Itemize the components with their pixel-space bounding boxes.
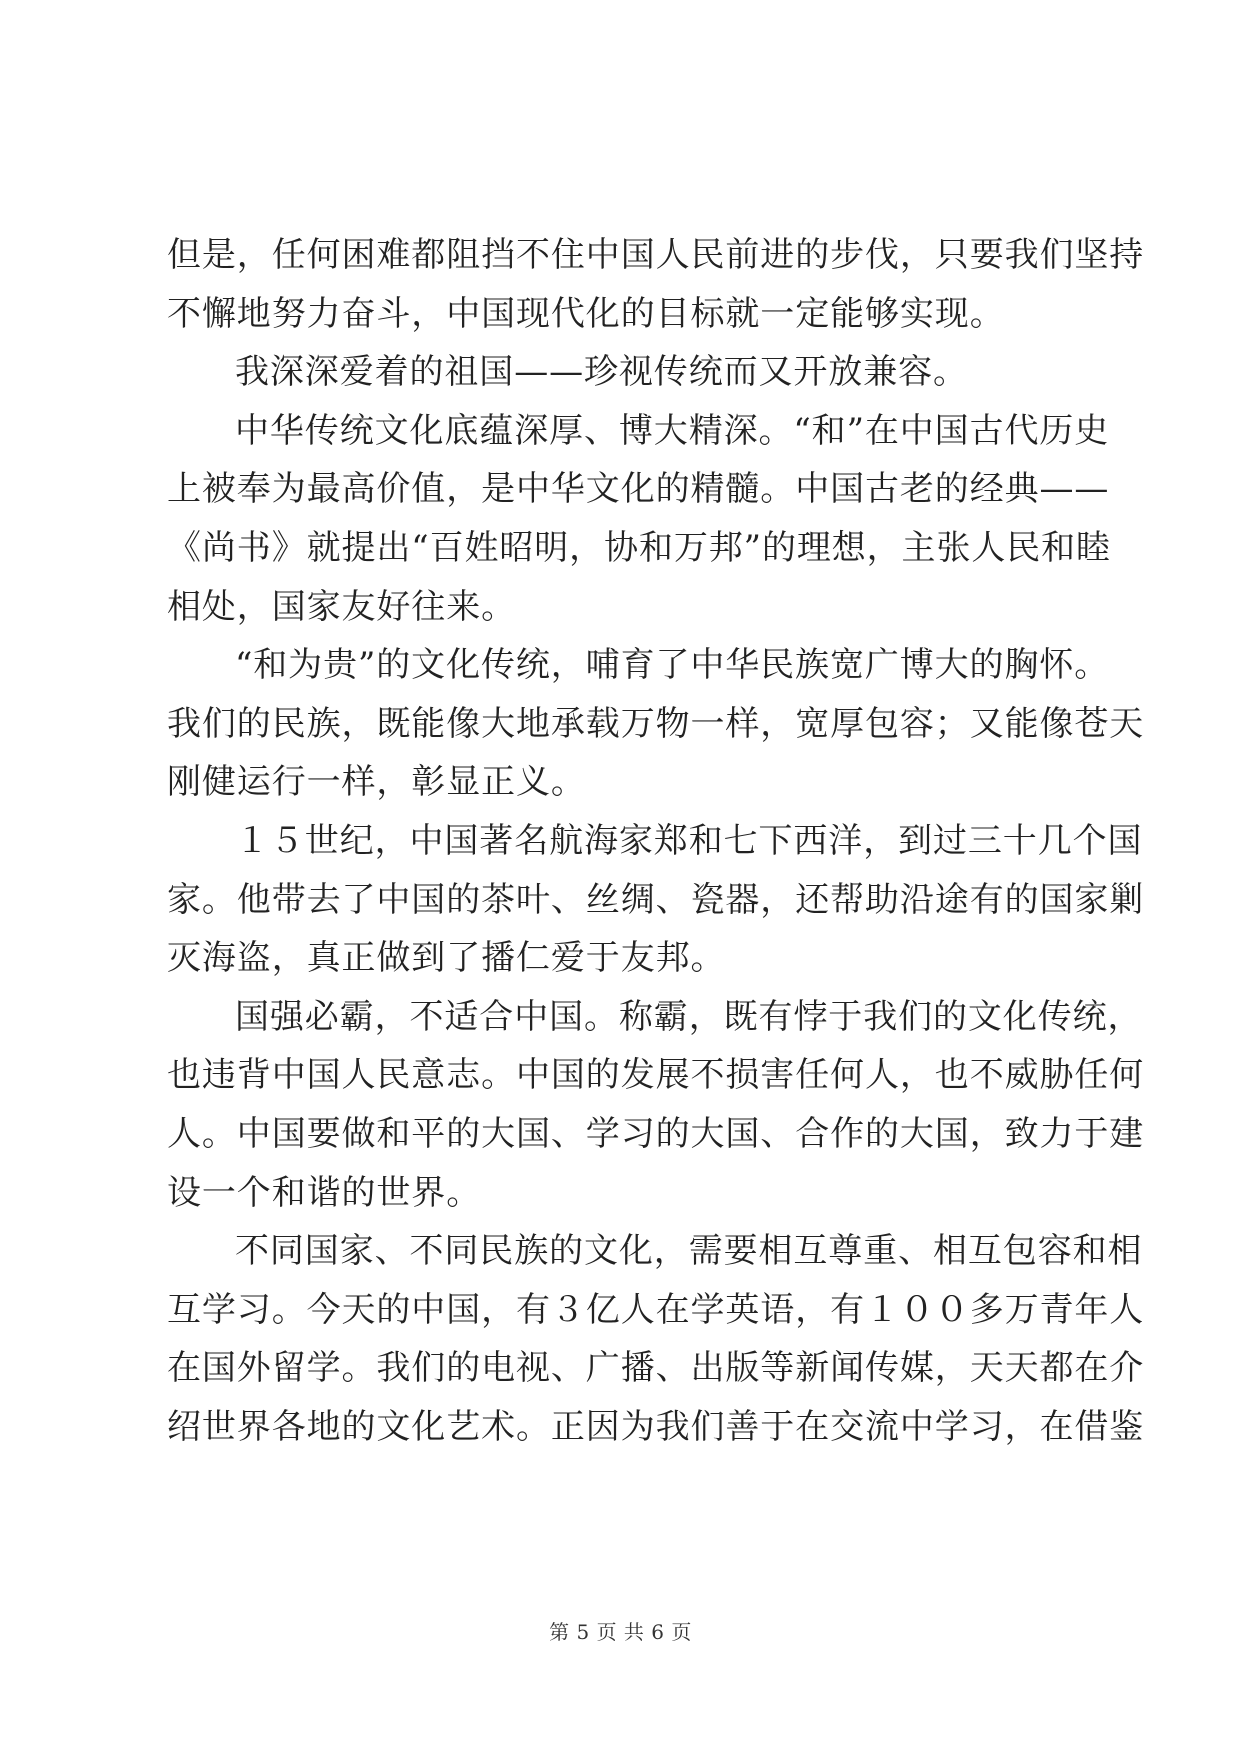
text-line: 在国外留学。我们的电视、广播、出版等新闻传媒，天天都在介 [167, 1348, 1145, 1389]
page-number-label: 第 5 页 共 6 页 [549, 1620, 692, 1644]
text-line: 国强必霸，不适合中国。称霸，既有悖于我们的文化传统， [235, 996, 1143, 1037]
text-line: 互学习。今天的中国，有３亿人在学英语，有１００多万青年人 [167, 1289, 1145, 1330]
text-line: 人。中国要做和平的大国、学习的大国、合作的大国，致力于建 [167, 1113, 1145, 1154]
text-line: 《尚书》就提出“百姓昭明，协和万邦”的理想，主张人民和睦 [167, 527, 1111, 568]
text-line: 中华传统文化底蕴深厚、博大精深。“和”在中国古代历史 [235, 410, 1110, 451]
text-line: 设一个和谐的世界。 [167, 1172, 482, 1213]
document-body [167, 226, 1145, 1456]
text-line: 也违背中国人民意志。中国的发展不损害任何人，也不威胁任何 [167, 1055, 1145, 1096]
text-line: 不懈地努力奋斗，中国现代化的目标就一定能够实现。 [167, 293, 1005, 334]
text-line: 家。他带去了中国的茶叶、丝绸、瓷器，还帮助沿途有的国家剿 [167, 879, 1145, 920]
text-line: 刚健运行一样，彰显正义。 [167, 762, 586, 803]
text-line: 不同国家、不同民族的文化，需要相互尊重、相互包容和相 [235, 1231, 1143, 1272]
text-line: 灭海盗，真正做到了播仁爱于友邦。 [167, 938, 726, 979]
text-line: １５世纪，中国著名航海家郑和七下西洋，到过三十几个国 [235, 820, 1143, 861]
page-footer [0, 1620, 1241, 1644]
text-line: 我们的民族，既能像大地承载万物一样，宽厚包容；又能像苍天 [167, 703, 1145, 744]
text-line: “和为贵”的文化传统，哺育了中华民族宽广博大的胸怀。 [235, 645, 1110, 686]
text-line: 绍世界各地的文化艺术。正因为我们善于在交流中学习，在借鉴 [167, 1406, 1145, 1447]
text-line: 但是，任何困难都阻挡不住中国人民前进的步伐，只要我们坚持 [167, 235, 1145, 275]
text-line: 相处，国家友好往来。 [167, 586, 516, 627]
text-line: 我深深爱着的祖国——珍视传统而又开放兼容。 [235, 352, 968, 393]
text-line: 上被奉为最高价值，是中华文化的精髓。中国古老的经典—— [167, 469, 1110, 510]
